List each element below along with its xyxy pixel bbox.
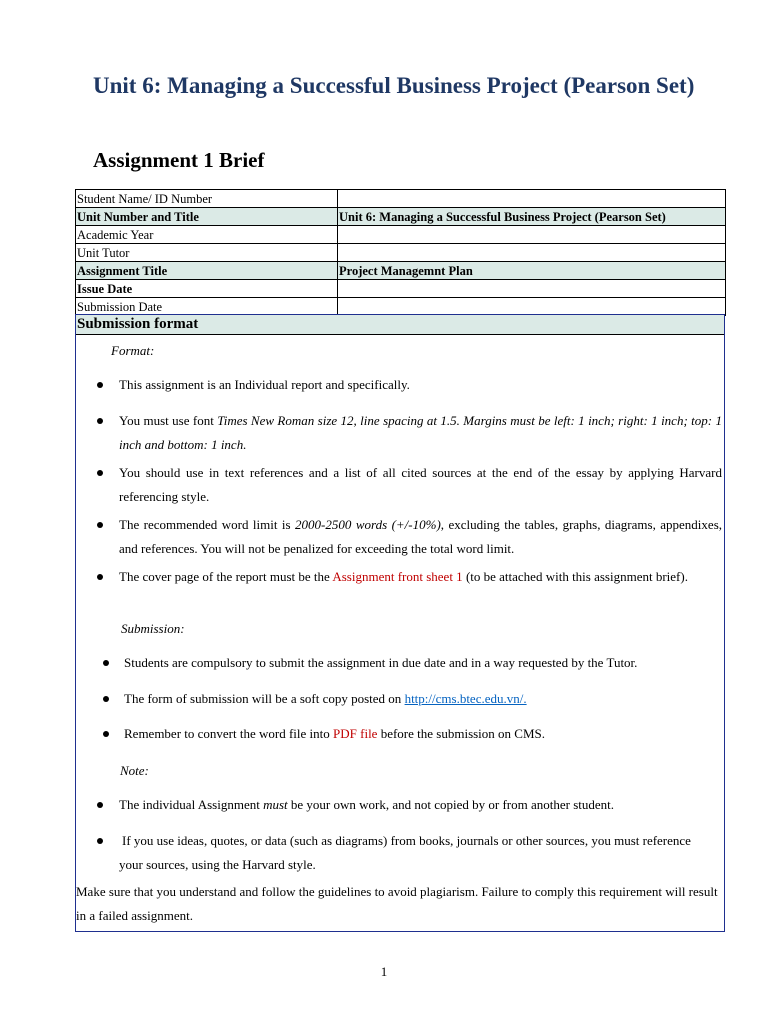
submission-format-section: [75, 314, 725, 932]
plagiarism-warning: Make sure that you understand and follow the guidelines to avoid plagiarism. Failure to comply this requirement will result in a failed assignment.: [76, 884, 718, 923]
row-label: Unit Tutor: [76, 244, 338, 262]
row-label: Student Name/ ID Number: [76, 190, 338, 208]
format-bullet-5: [119, 565, 722, 589]
bullet-text: The cover page of the report must be the: [119, 569, 333, 584]
row-value: [338, 226, 726, 244]
row-value: Unit 6: Managing a Successful Business Project (Pearson Set): [338, 208, 726, 226]
row-value: [338, 298, 726, 316]
format-bullet-1: This assignment is an Individual report and specifically.: [119, 377, 410, 392]
format-bullet-4: [119, 513, 722, 561]
row-label: Issue Date: [76, 280, 338, 298]
assignment-brief-heading: Assignment 1 Brief: [93, 148, 265, 172]
row-label: Submission Date: [76, 298, 338, 316]
submission-bullet-3: [124, 722, 722, 746]
bullet-italic-text: Times New Roman size 12, line spacing at 1.5. Margins must be left: 1 inch; right: 1 inch; top: 1 inch and bottom: 1 inch.: [119, 413, 722, 452]
bullet-italic-text: must: [263, 797, 288, 812]
bullet-text: Remember to convert the word file into: [124, 726, 334, 741]
bullet-icon: [97, 574, 103, 580]
page-number: 1: [380, 964, 388, 979]
bullet-text: The recommended word limit is: [119, 517, 296, 532]
section-heading: [76, 315, 724, 335]
row-label: Unit Number and Title: [76, 208, 338, 226]
bullet-icon: [103, 731, 109, 737]
note-bullet-2: If you use ideas, quotes, or data (such as diagrams) from books, journals or other sources, you must reference your sources, using the Harvard style.: [119, 833, 691, 872]
note-label: Note:: [120, 763, 149, 778]
note-bullet-1: [119, 793, 722, 817]
row-value: [338, 190, 726, 208]
bullet-italic-text: 2000-2500 words (+/-10%): [295, 517, 441, 532]
bullet-text: The form of submission will be a soft copy posted on: [124, 691, 405, 706]
document-title: Unit 6: Managing a Successful Business Project (Pearson Set): [93, 73, 695, 98]
bullet-text: You must use font: [119, 413, 218, 428]
row-label: Assignment Title: [76, 262, 338, 280]
row-value: [338, 244, 726, 262]
submission-label: Submission:: [121, 621, 185, 636]
table-row: [76, 280, 726, 298]
bullet-icon: [103, 660, 109, 666]
bullet-icon: [103, 696, 109, 702]
bullet-text: , excluding the tables, graphs, diagrams, appendixes, and references. You will not be penalized for exceeding the total word limit.: [119, 517, 723, 556]
pdf-file-reference: PDF file: [333, 726, 378, 741]
format-bullet-3: You should use in text references and a list of all cited sources at the end of the essay by applying Harvard referencing style.: [119, 465, 722, 504]
bullet-icon: [97, 522, 103, 528]
bullet-text: before the submission on CMS.: [377, 726, 546, 741]
cms-link[interactable]: http://cms.btec.edu.vn/.: [404, 691, 527, 706]
bullet-icon: [97, 382, 103, 388]
row-value: Project Managemnt Plan: [338, 262, 726, 280]
row-value: [338, 280, 726, 298]
submission-format-heading: Submission format: [77, 316, 199, 332]
table-row: [76, 262, 726, 280]
row-label: Academic Year: [76, 226, 338, 244]
table-row: [76, 298, 726, 316]
format-bullet-2: [119, 409, 722, 457]
table-row: [76, 226, 726, 244]
bullet-text: (to be attached with this assignment brief).: [462, 569, 688, 584]
bullet-text: The individual Assignment: [119, 797, 264, 812]
bullet-icon: [97, 802, 103, 808]
table-row: [76, 190, 726, 208]
table-row: [76, 208, 726, 226]
submission-bullet-1: Students are compulsory to submit the assignment in due date and in a way requested by the Tutor.: [124, 655, 638, 670]
bullet-text: be your own work, and not copied by or from another student.: [287, 797, 615, 812]
submission-bullet-2: [124, 687, 722, 711]
bullet-icon: [97, 470, 103, 476]
bullet-icon: [97, 838, 103, 844]
table-row: [76, 244, 726, 262]
bullet-icon: [97, 418, 103, 424]
format-label: Format:: [111, 343, 155, 358]
front-sheet-reference: Assignment front sheet 1: [332, 569, 463, 584]
assignment-info-table: [75, 189, 726, 316]
